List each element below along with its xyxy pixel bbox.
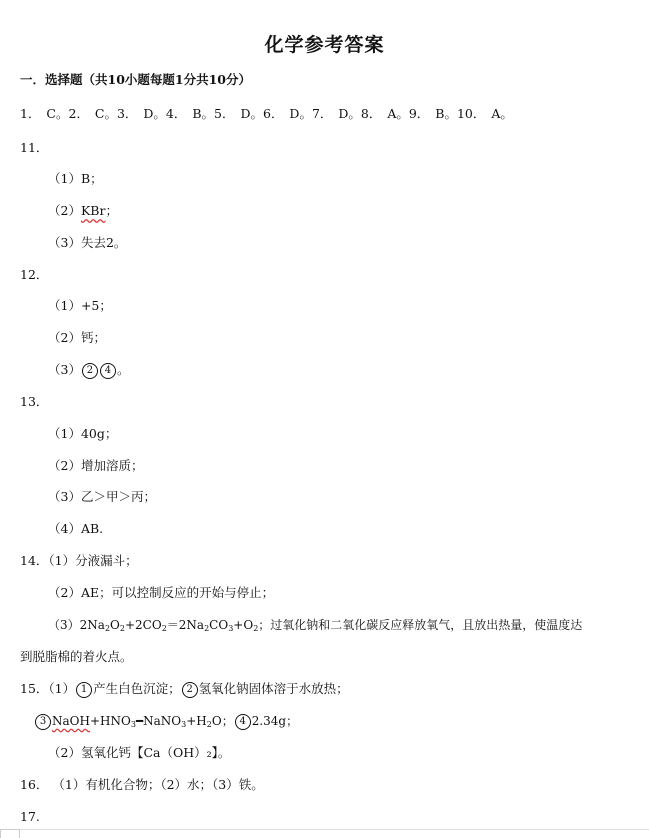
circled-1: 1 — [76, 682, 92, 698]
q11-answer-1: （1）B； — [48, 171, 103, 186]
q13-answer-3: （3）乙＞甲＞丙； — [48, 489, 156, 504]
q13-answer-2: （2）增加溶质； — [48, 458, 144, 473]
page-title: 化学参考答案 — [264, 34, 385, 56]
naoh-term: NaOH — [52, 714, 90, 728]
q12-number: 12． — [20, 267, 49, 282]
circled-4: 4 — [100, 363, 116, 379]
q11-number: 11． — [20, 140, 49, 155]
q13-answer-4: （4）AB. — [48, 521, 104, 536]
q16-answer: 16． （1）有机化合物；（2）水；（3）铁。 — [20, 777, 264, 792]
page-bottom-divider — [0, 829, 649, 830]
q12-answer-2: （2）钙； — [48, 330, 106, 345]
circled-4: 4 — [235, 714, 251, 730]
q14-answer-2: （2）AE；可以控制反应的开始与停止； — [48, 585, 275, 600]
q15-answer-1: 15．（1） 1 产生白色沉淀； 2 氢氧化钠固体溶于水放热； — [20, 681, 349, 696]
q14-answer-3: $(3)2Na_2O_2+2CO_2=2Na_2CO_3+O_2$；过氧化钠和二氧化碳反应释放氧气，且放出热量，使温度达 — [48, 618, 583, 633]
circled-3: 3 — [35, 714, 51, 730]
circled-2: 2 — [182, 682, 198, 698]
q11-answer-3: （3）失去2。 — [48, 235, 127, 250]
q13-number: 13． — [20, 394, 49, 409]
q11-answer-2: （2）KBr； — [48, 203, 118, 218]
q14-answer-1: 14．（1）分液漏斗； — [20, 553, 138, 568]
q11-kbr-term: KBr — [80, 203, 106, 218]
q14-equation: $2Na_2O_2+2CO_2=2Na_2CO_3+O_2$ — [79, 618, 259, 633]
q15-answer-1-continued: 3 $NaOH+HNO_3━NaNO_3+H_2O$； 4 2.34g； — [34, 713, 298, 730]
q17-number: 17. — [20, 809, 40, 824]
circled-2: 2 — [82, 363, 98, 379]
q12-answer-1: （1）+5； — [48, 298, 112, 313]
q14-answer-3-continued: 到脱脂棉的着火点。 — [20, 649, 133, 664]
section-heading: 一．选择题（共10小题每题1分共10分） — [20, 72, 251, 87]
q13-answer-1: （1）40g； — [48, 426, 118, 441]
multiple-choice-answers: 1． C。2． C。3． D。4． B。5． D。6． D。7． D。8． A。9． B。10． A。 — [20, 106, 513, 121]
q12-answer-3: （3） 2 4 。 — [48, 362, 130, 377]
q15-answer-2: （2）氢氧化钙【Ca（OH）₂】。 — [48, 745, 231, 760]
